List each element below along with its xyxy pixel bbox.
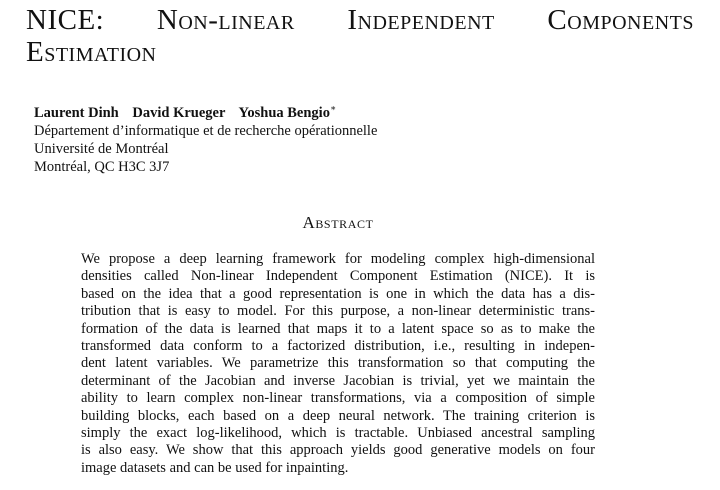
abstract-line: is also easy. We show that this approach yields good generative models on four xyxy=(81,442,595,459)
abstract-line: ability to learn complex non-linear transformations, via a composition of simple xyxy=(81,390,595,407)
author-name: Yoshua Bengio∗ xyxy=(238,103,337,121)
abstract-line: transformed data conform to a factorized distribution, i.e., resulting in indepen- xyxy=(81,338,595,355)
abstract-line: simply the exact log-likelihood, which is tractable. Unbiased ancestral sampling xyxy=(81,425,595,442)
title-line-1: NICE: Non-linear Independent Components xyxy=(26,4,694,36)
affiliation-line: Département d’informatique et de recherche opérationnelle xyxy=(34,122,378,139)
abstract-line: We propose a deep learning framework for modeling complex high-dimensional xyxy=(81,251,595,267)
abstract-line: densities called Non-linear Independent Component Estimation (NICE). It is xyxy=(81,268,595,285)
title-line-2: Estimation xyxy=(26,36,157,68)
author-names xyxy=(34,99,377,122)
abstract-line: image datasets and can be used for inpainting. xyxy=(81,459,349,476)
abstract-heading: Abstract xyxy=(302,213,374,232)
abstract-line: based on the idea that a good representation is one in which the data has a dis- xyxy=(81,285,595,302)
abstract-line: tribution that is easy to model. For this purpose, a non-linear deterministic trans- xyxy=(81,303,595,320)
abstract-line: dent latent variables. We parametrize this transformation so that computing the xyxy=(81,355,595,372)
paper-title xyxy=(26,4,694,68)
author-name: David Krueger xyxy=(132,104,226,121)
abstract-line: building blocks, each based on a deep neural network. The training criterion is xyxy=(81,407,595,424)
abstract-text xyxy=(81,251,595,477)
abstract-line: determinant of the Jacobian and inverse Jacobian is trivial, yet we maintain the xyxy=(81,372,595,389)
author-name: Laurent Dinh xyxy=(34,104,119,121)
affiliation-line: Montréal, QC H3C 3J7 xyxy=(34,158,170,175)
author-footnote-mark: ∗ xyxy=(329,103,337,113)
affiliation-line: Université de Montréal xyxy=(34,140,169,157)
abstract-line: formation of the data is learned that maps it to a latent space so as to make the xyxy=(81,320,595,337)
author-block xyxy=(34,99,377,176)
